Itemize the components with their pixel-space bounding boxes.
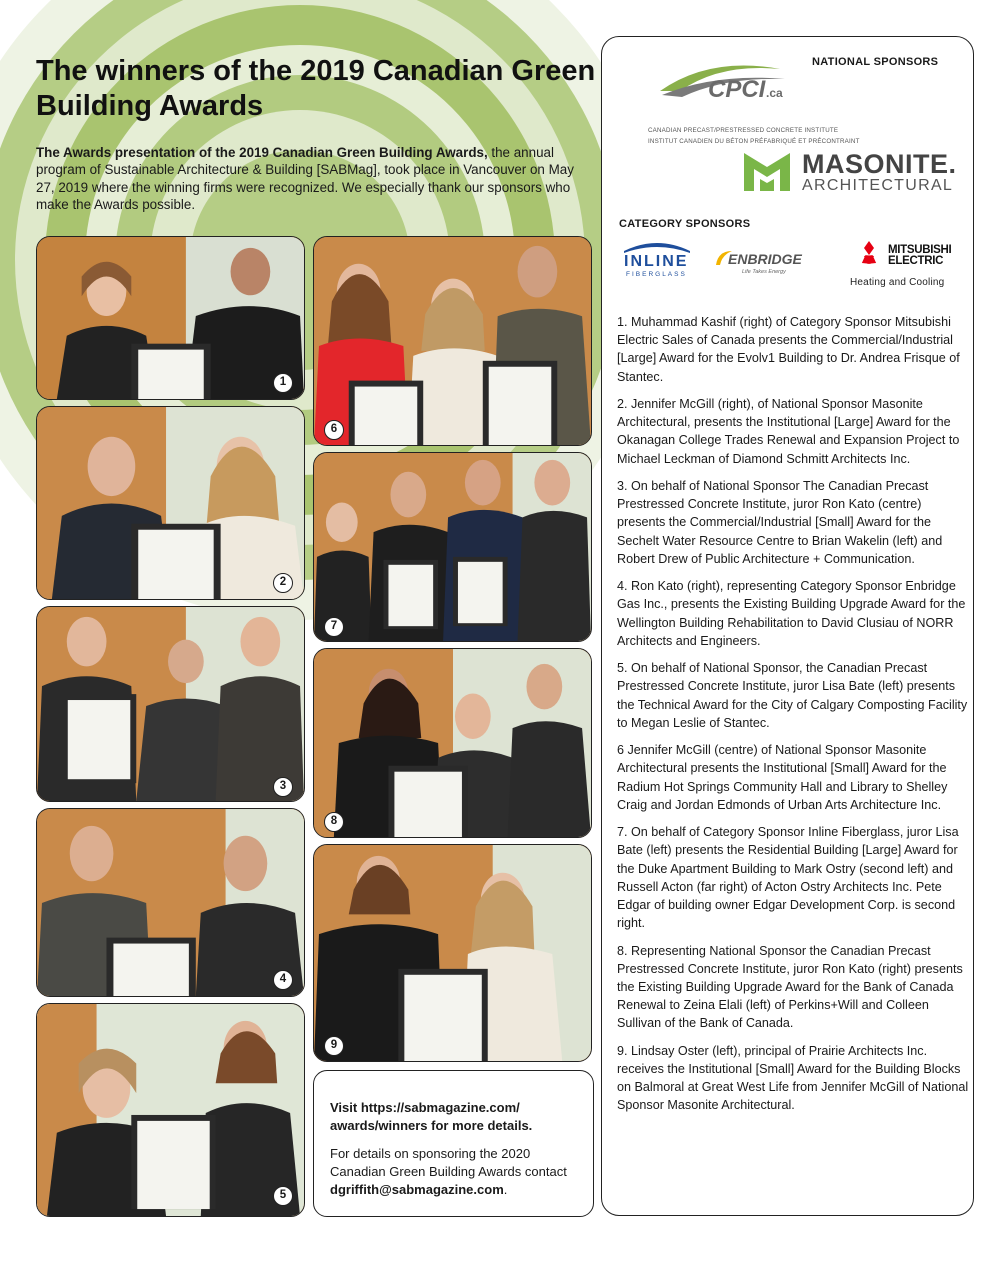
enbridge-name: ENBRIDGE [728, 251, 802, 267]
caption-5: 5. On behalf of National Sponsor, the Canadian Precast Prestressed Concrete Institute, juror Lisa Bate (left) presents the Technical Award for the City of Calgary Composting Facility to Megan Leslie of Stantec. [617, 661, 968, 730]
photo-4-image [37, 809, 304, 996]
photo-5-number: 5 [273, 1186, 293, 1206]
photo-3-image [37, 607, 304, 801]
sponsor-sidebar [601, 36, 974, 1216]
caption-4: 4. Ron Kato (right), representing Category Sponsor Enbridge Gas Inc., presents the Existing Building Upgrade Award for the Wellington Building Rehabilitation to David Clusiau of NORR Architects and Engineers. [617, 579, 966, 648]
photo-4 [36, 808, 305, 997]
info-box [313, 1070, 594, 1217]
caption-7: 7. On behalf of Category Sponsor Inline Fiberglass, juror Lisa Bate (left) presents the Residential Building [Large] Award for the Duke Apartment Building to Mark Ostry (second left) and Russell Acton (far right) of Acton Ostry Architects Inc. Pete Edgar of building owner Edgar Development Corp. is second right. [617, 825, 959, 931]
inline-wave-icon [624, 239, 690, 253]
photo-8 [313, 648, 592, 838]
photo-7-image [314, 453, 591, 641]
photo-7-number: 7 [324, 617, 344, 637]
photo-8-image [314, 649, 591, 837]
photo-1 [36, 236, 305, 400]
enbridge-logo [722, 251, 822, 281]
inline-fiberglass-logo [624, 237, 694, 287]
article-intro [36, 144, 592, 214]
masonite-sub: ARCHITECTURAL [802, 177, 954, 194]
photo-6 [313, 236, 592, 446]
photo-9-image [314, 845, 591, 1061]
masonite-name: MASONITE. [802, 149, 957, 179]
caption-6: 6 Jennifer McGill (centre) of National Sponsor Masonite Architectural presents the Institutional [Small] Award for the Radium Hot Springs Community Hall and Library to Shelley Craig and Jordan Edmonds of Urban Arts Architecture Inc. [617, 743, 948, 812]
svg-text:.ca: .ca [766, 86, 783, 100]
article-title: The winners of the 2019 Canadian Green Building Awards [36, 55, 596, 122]
contact-email[interactable]: dgriffith@sabmagazine.com [330, 1182, 504, 1197]
caption-9: 9. Lindsay Oster (left), principal of Prairie Architects Inc. receives the Institutional [Small] Award for the Building Blocks on Balmoral at Great West Life from Jennifer McGill of National Sponsor Masonite Architectural. [617, 1043, 969, 1113]
mitsubishi-name [888, 245, 951, 267]
photo-9 [313, 844, 592, 1062]
photo-3 [36, 606, 305, 802]
caption-2: 2. Jennifer McGill (right), of National Sponsor Masonite Architectural, presents the Institutional [Large] Award for the Okanagan College Trades Renewal and Expansion Project to Michael Leckman of Diamond Schmitt Architects Inc. [617, 397, 960, 466]
photo-3-number: 3 [273, 777, 293, 797]
photo-2-image [37, 407, 304, 599]
cpci-swoosh-icon [620, 51, 810, 111]
cpci-logo [620, 51, 860, 151]
mitsubishi-diamonds-icon [852, 241, 886, 271]
intro-text: the annual program of Sustainable Architecture & Building [SABMag], took place in Vancouver on May 27, 2019 where the winning firms were recognized. We especially thank our sponsors who make the Awards possible. [36, 145, 574, 213]
visit-link-text[interactable]: Visit https://sabmagazine.com/ awards/winners for more details. [330, 1100, 533, 1133]
photo-5 [36, 1003, 305, 1217]
mitsubishi-name-1: MITSUBISHI [888, 244, 952, 256]
cpci-logo-text: CPCI [708, 76, 766, 103]
photo-6-image [314, 237, 591, 445]
mitsubishi-tagline: Heating and Cooling [850, 277, 945, 288]
photo-4-number: 4 [273, 970, 293, 990]
inline-name: INLINE [624, 253, 689, 270]
contact-end: . [503, 1182, 508, 1197]
cpci-subtitle [648, 125, 878, 147]
photo-2 [36, 406, 305, 600]
caption-3: 3. On behalf of National Sponsor The Canadian Precast Prestressed Concrete Institute, juror Ron Kato (centre) presents the Commercial/Industrial [Small] Award for the Sechelt Water Resource Centre to Brian Wakelin (left) and Robert Drew of Public Architecture + Communication. [617, 479, 943, 566]
masonite-logo [742, 147, 967, 195]
photo-9-number: 9 [324, 1036, 344, 1056]
cpci-subline-1: CANADIAN PRECAST/PRESTRESSED CONCRETE INSTITUTE [648, 127, 839, 134]
photo-6-number: 6 [324, 420, 344, 440]
contact-text: For details on sponsoring the 2020 Canadian Green Building Awards contact [330, 1146, 567, 1179]
intro-bold: The Awards presentation of the 2019 Canadian Green Building Awards, [36, 145, 488, 160]
caption-8: 8. Representing National Sponsor the Canadian Precast Prestressed Concrete Institute, juror Ron Kato (right) presents the Existing Building Upgrade Award for the Bank of Canada Renewal to Zeina Elali (left) of Perkins+Will and Colleen Sullivan of the Bank of Canada. [617, 943, 963, 1031]
masonite-m-icon [742, 149, 792, 193]
category-sponsors-heading: CATEGORY SPONSORS [619, 218, 751, 230]
photo-1-number: 1 [273, 373, 293, 393]
national-sponsors-heading: NATIONAL SPONSORS [812, 56, 939, 68]
photo-2-number: 2 [273, 573, 293, 593]
photo-5-image [37, 1004, 304, 1216]
photo-7 [313, 452, 592, 642]
photo-1-image [37, 237, 304, 399]
caption-1: 1. Muhammad Kashif (right) of Category Sponsor Mitsubishi Electric Sales of Canada presents the Commercial/Industrial [Large] Award for the Evolv1 Building to Dr. Andrea Frisque of Stantec. [617, 315, 960, 384]
enbridge-tagline: Life Takes Energy [742, 269, 786, 275]
cpci-subline-2: INSTITUT CANADIEN DU BÉTON PRÉFABRIQUÉ ET PRÉCONTRAINT [648, 138, 860, 145]
photo-captions [617, 313, 969, 1124]
mitsubishi-logo [850, 241, 965, 291]
photo-8-number: 8 [324, 812, 344, 832]
inline-sub: FIBERGLASS [626, 271, 687, 278]
sponsor-contact-text [330, 1145, 577, 1199]
mitsubishi-name-2: ELECTRIC [888, 255, 944, 267]
